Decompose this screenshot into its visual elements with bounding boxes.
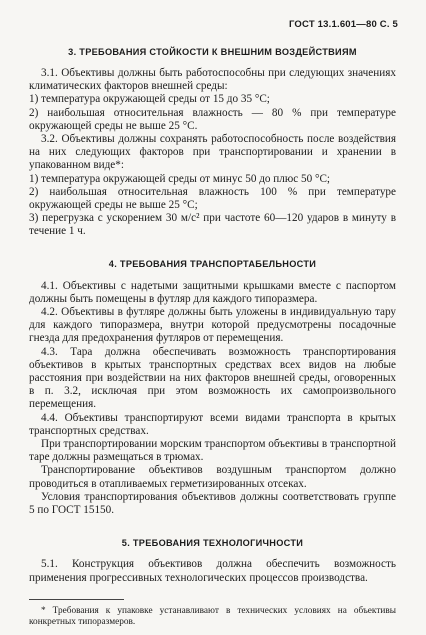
footnote-divider xyxy=(29,599,124,600)
paragraph-4-4-conditions: Условия транспортирования объективов должны соответствовать группе 5 по ГОСТ 15150. xyxy=(29,490,396,517)
list-item-3-1-2: 2) наибольшая относительная влажность — 80 % при температуре окружающей среды не выше 25 °C. xyxy=(29,106,396,132)
paragraph-4-4: 4.4. Объективы транспортируют всеми видами транспорта в крытых транспортных средствах. xyxy=(29,411,396,437)
section-4 xyxy=(29,259,396,518)
list-item-3-2-1: 1) температура окружающей среды от минус 50 до плюс 50 °C; xyxy=(29,172,331,185)
section-4-title: 4. ТРЕБОВАНИЯ ТРАНСПОРТАБЕЛЬНОСТИ xyxy=(108,258,317,269)
paragraph-3-1: 3.1. Объективы должны быть работоспособны при следующих значениях климатических факторов внешней среды: xyxy=(29,67,396,93)
list-item-3-2-2: 2) наибольшая относительная влажность 100 % при температуре окружающей среды не выше 25 °C; xyxy=(29,185,396,212)
paragraph-4-4-sea: При транспортировании морским транспортом объективы в транспортной таре должны размещаться в трюмах. xyxy=(29,438,396,464)
paragraph-4-4-air: Транспортирование объективов воздушным транспортом должно проводиться в отапливаемых герметизированных отсеках. xyxy=(29,464,396,490)
section-3 xyxy=(29,47,396,239)
paragraph-4-1: 4.1. Объективы с надетыми защитными крышками вместе с паспортом должны быть помещены в футляр для каждого типоразмера. xyxy=(29,279,396,305)
paragraph-5-1: 5.1. Конструкция объективов должна обеспечить возможность применения прогрессивных технологических процессов производства. xyxy=(29,558,396,584)
list-item-3-2-3: 3) перегрузка с ускорением 30 м/с² при частоте 60—120 ударов в минуту в течение 1 ч. xyxy=(29,212,396,238)
section-5 xyxy=(29,538,396,584)
paragraph-3-2: 3.2. Объективы должны сохранять работоспособность после воздействия на них следующих факторов при транспортировании и хранении в упакованном виде*: xyxy=(29,133,396,172)
list-item-3-1-1: 1) температура окружающей среды от 15 до 35 °C; xyxy=(29,93,270,106)
running-head: ГОСТ 13.1.601—80 С. 5 xyxy=(288,19,398,30)
paragraph-4-3: 4.3. Тара должна обеспечивать возможность транспортирования объективов в крытых транспортных средствах всех видов на любые расстояния при воздействии на них факторов внешней среды, оговоренных в п. 3.2, исключая при этом возможность их самопроизвольного перемещения. xyxy=(29,345,396,411)
section-5-title: 5. ТРЕБОВАНИЯ ТЕХНОЛОГИЧНОСТИ xyxy=(121,538,304,549)
paragraph-4-2: 4.2. Объективы в футляре должны быть уложены в индивидуальную тару для каждого типоразмера, внутри которой предусмотрены посадочные гнезда для предохранения футляров от перемещения. xyxy=(29,306,396,345)
footnote: * Требования к упаковке устанавливают в технических условиях на объективы конкретных типоразмеров. xyxy=(29,605,396,627)
section-3-title: 3. ТРЕБОВАНИЯ СТОЙКОСТИ К ВНЕШНИМ ВОЗДЕЙСТВИЯМ xyxy=(68,47,357,57)
